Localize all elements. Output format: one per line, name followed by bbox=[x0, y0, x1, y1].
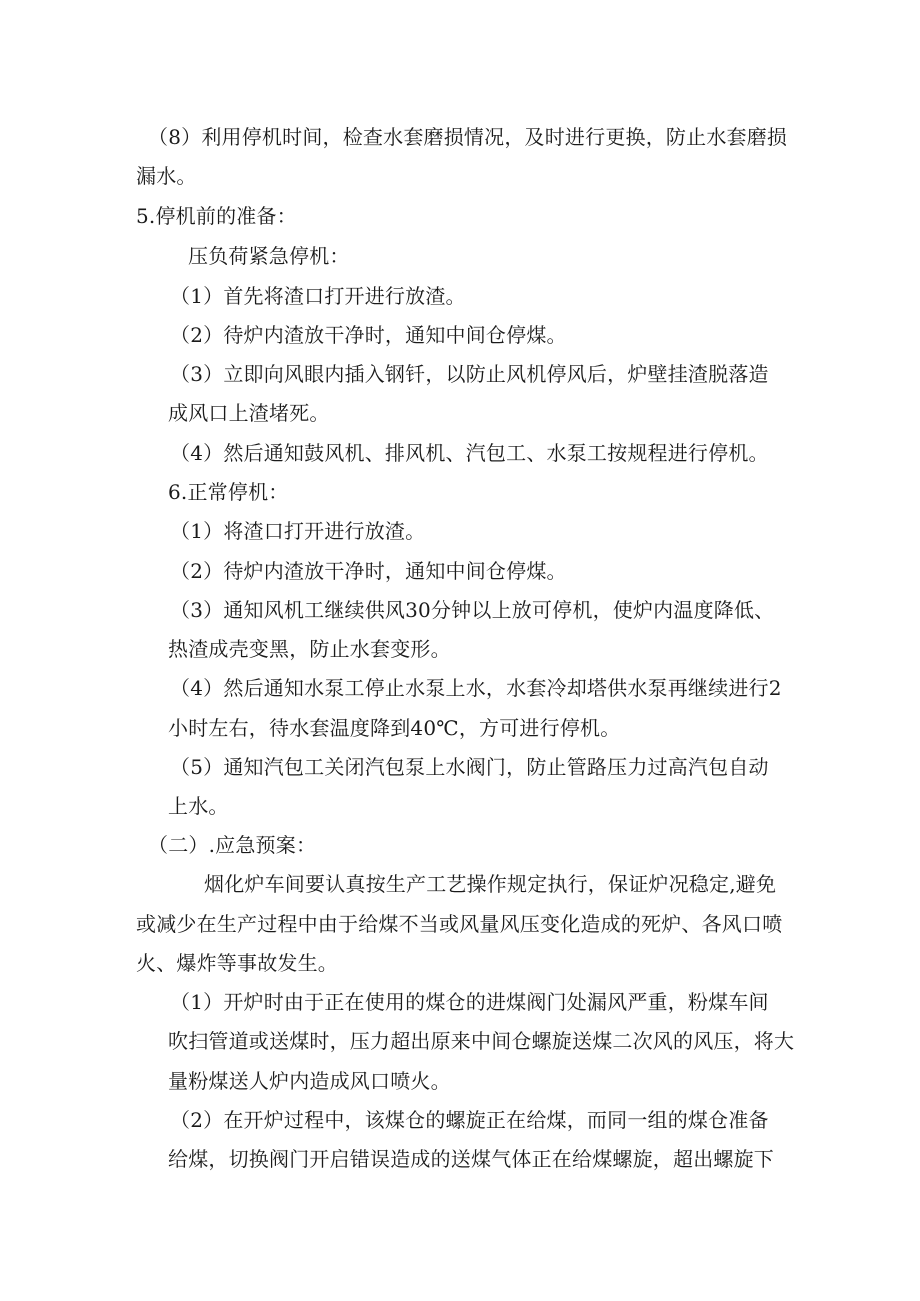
text-line: 给煤，切换阀门开启错误造成的送煤气体正在给煤螺旋，超出螺旋下 bbox=[168, 1147, 774, 1171]
text-line: （1）将渣口打开进行放渣。 bbox=[170, 519, 426, 543]
text-line: （1）开炉时由于正在使用的煤仓的进煤阀门处漏风严重，粉煤车间 bbox=[170, 990, 769, 1014]
text-line: （2）待炉内渣放干净时，通知中间仓停煤。 bbox=[170, 323, 567, 347]
text-line: 或减少在生产过程中由于给煤不当或风量风压变化造成的死炉、各风口喷 bbox=[136, 912, 783, 936]
text-line: 成风口上渣堵死。 bbox=[168, 401, 330, 425]
text-line: 火、爆炸等事故发生。 bbox=[136, 951, 338, 975]
text-line: 小时左右，待水套温度降到40℃，方可进行停机。 bbox=[168, 716, 621, 740]
section-heading: （二）.应急预案： bbox=[148, 833, 317, 857]
text-line: 上水。 bbox=[168, 794, 229, 818]
text-line: （8）利用停机时间，检查水套磨损情况，及时进行更换，防止水套磨损 bbox=[148, 125, 788, 149]
section-heading: 6.正常停机： bbox=[168, 480, 289, 504]
text-line: 量粉煤送人炉内造成风口喷火。 bbox=[168, 1069, 451, 1093]
text-line: 烟化炉车间要认真按生产工艺操作规定执行，保证炉况稳定,避免 bbox=[204, 872, 777, 896]
section-heading: 5.停机前的准备： bbox=[136, 204, 297, 228]
text-line: （4）然后通知水泵工停止水泵上水，水套冷却塔供水泵再继续进行2 bbox=[170, 676, 782, 700]
text-line: （3）立即向风眼内插入钢钎，以防止风机停风后，炉壁挂渣脱落造 bbox=[170, 362, 769, 386]
text-line: （4）然后通知鼓风机、排风机、汽包工、水泵工按规程进行停机。 bbox=[170, 441, 769, 465]
subsection-heading: 压负荷紧急停机： bbox=[188, 244, 350, 268]
text-line: （2）在开炉过程中，该煤仓的螺旋正在给煤，而同一组的煤仓准备 bbox=[170, 1108, 769, 1132]
text-line: （1）首先将渣口打开进行放渣。 bbox=[170, 284, 466, 308]
text-line: （3）通知风机工继续供风30分钟以上放可停机，使炉内温度降低、 bbox=[170, 598, 775, 622]
text-line: （5）通知汽包工关闭汽包泵上水阀门，防止管路压力过高汽包自动 bbox=[170, 755, 769, 779]
text-line: 热渣成壳变黑，防止水套变形。 bbox=[168, 637, 451, 661]
text-line: （2）待炉内渣放干净时，通知中间仓停煤。 bbox=[170, 559, 567, 583]
text-line: 吹扫管道或送煤时，压力超出原来中间仓螺旋送煤二次风的风压，将大 bbox=[168, 1029, 795, 1053]
text-line: 漏水。 bbox=[136, 164, 197, 188]
